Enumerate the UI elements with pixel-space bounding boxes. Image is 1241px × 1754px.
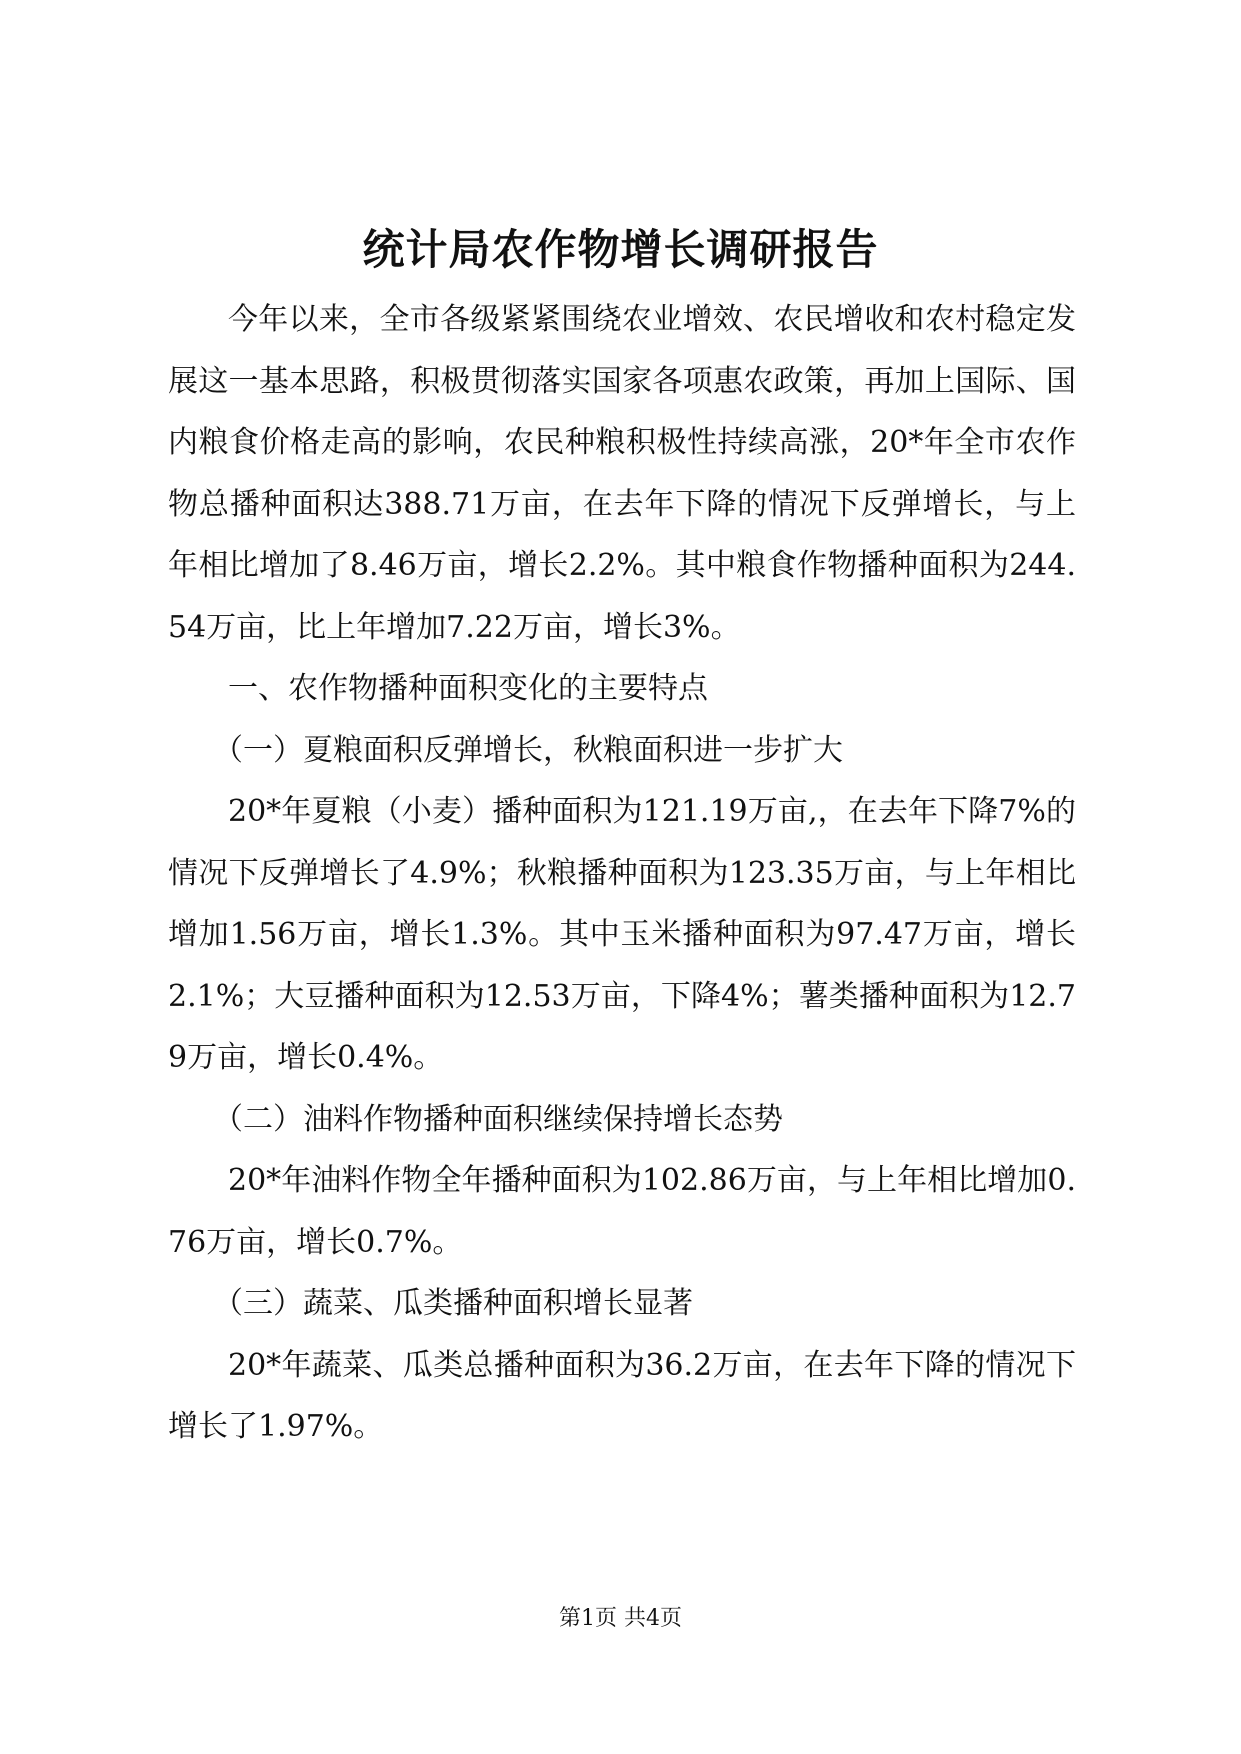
oil-crops-paragraph: 20*年油料作物全年播种面积为102.86万亩，与上年相比增加0.76万亩，增长0.7%。 bbox=[168, 1163, 1076, 1260]
subsection-heading-2: （二）油料作物播种面积继续保持增长态势 bbox=[213, 1101, 783, 1137]
section-heading-1: 一、农作物播种面积变化的主要特点 bbox=[228, 671, 708, 706]
subsection-heading-3: （三）蔬菜、瓜类播种面积增长显著 bbox=[213, 1286, 693, 1321]
grain-area-paragraph: 20*年夏粮（小麦）播种面积为121.19万亩,，在去年下降7%的情况下反弹增长了4.9%；秋粮播种面积为123.35万亩，与上年相比增加1.56万亩，增长1.3%。其中玉米播种面积为97.47万亩，增长2.1%；大豆播种面积为12.53万亩，下降4%；薯类播种面积为12.79万亩，增长0.4%。 bbox=[168, 794, 1076, 1075]
document-body bbox=[168, 289, 1076, 1458]
vegetables-paragraph: 20*年蔬菜、瓜类总播种面积为36.2万亩，在去年下降的情况下增长了1.97%。 bbox=[168, 1347, 1076, 1444]
document-title: 统计局农作物增长调研报告 bbox=[362, 225, 879, 274]
subsection-heading-1: （一）夏粮面积反弹增长，秋粮面积进一步扩大 bbox=[213, 732, 843, 768]
intro-paragraph: 今年以来，全市各级紧紧围绕农业增效、农民增收和农村稳定发展这一基本思路，积极贯彻落实国家各项惠农政策，再加上国际、国内粮食价格走高的影响，农民种粮积极性持续高涨，20*年全市农作物总播种面积达388.71万亩，在去年下降的情况下反弹增长，与上年相比增加了8.46万亩，增长2.2%。其中粮食作物播种面积为244.54万亩，比上年增加7.22万亩，增长3%。 bbox=[168, 302, 1076, 645]
page-number-footer: 第1页 共4页 bbox=[559, 1606, 682, 1631]
